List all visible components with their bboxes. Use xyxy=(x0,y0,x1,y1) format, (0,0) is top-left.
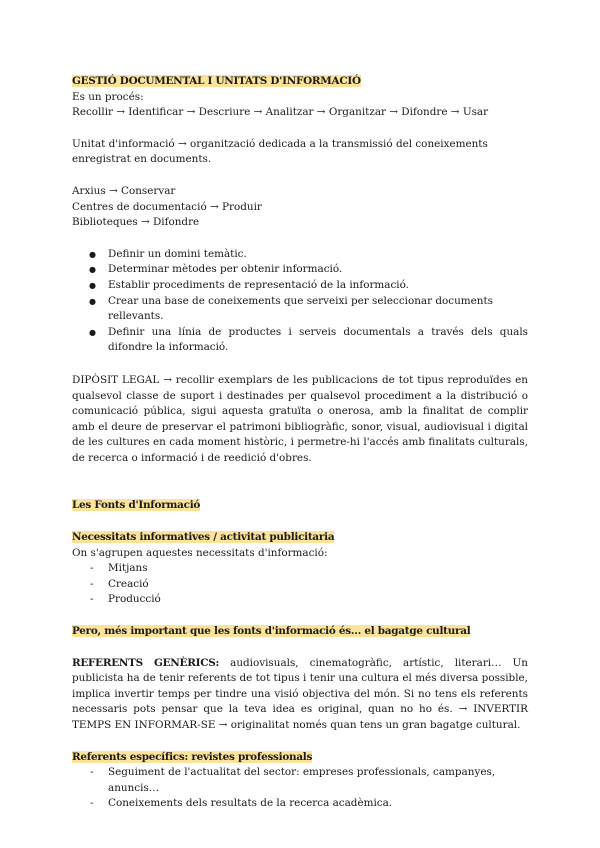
generic-referents-label: REFERENTS GENÈRICS: xyxy=(72,656,220,669)
list-item: ● Establir procediments de representació de la informació. xyxy=(72,278,528,294)
list-item: - Producció xyxy=(72,592,528,608)
sources-heading: Les Fonts d'Informació xyxy=(72,499,201,512)
list-item: ● Crear una base de coneixements que serveixi per seleccionar documents rellevants. xyxy=(72,294,528,325)
process-flow: Recollir → Identificar → Descriure → Analitzar → Organitzar → Difondre → Usar xyxy=(72,106,489,119)
list-item: - Creació xyxy=(72,577,528,593)
list-item: ● Definir una línia de productes i serveis documentals a través dels quals difondre la informació. xyxy=(72,325,528,356)
documentation-centres-line: Centres de documentació → Produir xyxy=(72,200,262,213)
needs-heading: Necessitats informatives / activitat publicitaria xyxy=(72,531,335,544)
process-intro: Es un procés: xyxy=(72,90,144,103)
document-title: GESTIÓ DOCUMENTAL I UNITATS D'INFORMACIÓ xyxy=(72,75,361,87)
list-item: ● Definir un domini temàtic. xyxy=(72,247,528,263)
needs-list xyxy=(72,561,528,608)
legal-deposit-paragraph: DIPÒSIT LEGAL → recollir exemplars de les publicacions de tot tipus reproduïdes en qualsevol classe de suport i destinades per qualsevol procediment a la distribució o comunicació pública, sigui aquesta gratuïta o onerosa, amb la finalitat de complir amb el deure de preservar el patrimoni bibliogràfic, sonor, visual, audiovisual i digital de les cultures en cada moment històric, i permetre-hi l'accés amb finalitats culturals, de recerca o informació i de reedició d'obres. xyxy=(72,373,528,464)
list-item: - Coneixements dels resultats de la recerca acadèmica. xyxy=(72,796,528,812)
cultural-heading: Pero, més important que les fonts d'informació és… el bagatge cultural xyxy=(72,625,471,638)
generic-referents-paragraph xyxy=(72,656,528,734)
needs-intro: On s'agrupen aquestes necessitats d'informació: xyxy=(72,546,328,559)
generic-referents-text: audiovisuals, cinematogràfic, artístic, literari… Un publicista ha de tenir referents de tot tipus i tenir una cultura el més diversa possible, implica invertir temps per tindre una visió objectiva del món. Si no tens els referents necessaris pots pensar que la teva idea es original, quan no ho és. → INVERTIR TEMPS EN INFORMAR-SE → originalitat només quan tens un gran bagatge cultural. xyxy=(72,656,528,731)
unit-definition: Unitat d'informació → organització dedicada a la transmissió del coneixements enregistrat en documents. xyxy=(72,137,488,166)
list-item: - Seguiment de l'actualitat del sector: empreses professionals, campanyes, anuncis… xyxy=(72,765,528,796)
libraries-line: Biblioteques → Difondre xyxy=(72,216,200,229)
list-item: ● Determinar mètodes per obtenir informació. xyxy=(72,262,528,278)
archives-line: Arxius → Conservar xyxy=(72,184,176,197)
document-page xyxy=(72,74,528,812)
list-item: - Mitjans xyxy=(72,561,528,577)
functions-list xyxy=(72,247,528,356)
specific-heading: Referents específics: revistes professionals xyxy=(72,750,313,763)
specific-list xyxy=(72,765,528,812)
